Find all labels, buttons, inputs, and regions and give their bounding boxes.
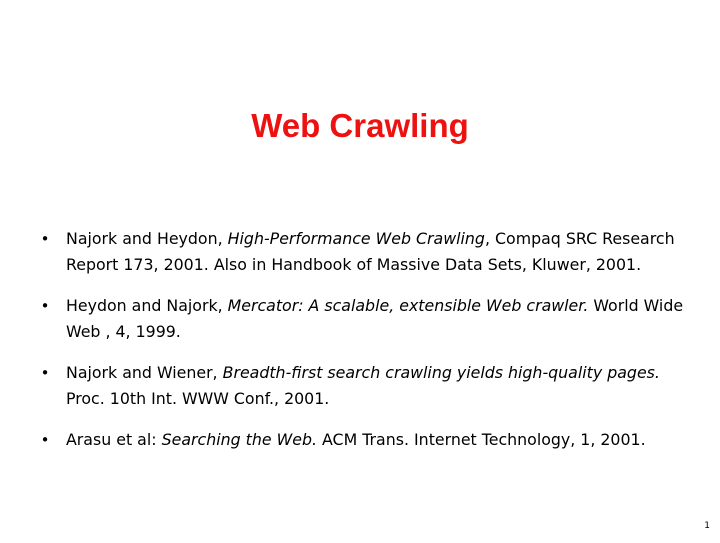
- reference-title: Breadth-first search crawling yields high-quality pages.: [222, 363, 660, 382]
- reference-item: [38, 226, 688, 278]
- reference-item: [38, 293, 688, 345]
- bullet-icon: •: [40, 364, 50, 382]
- reference-item: [38, 427, 688, 453]
- reference-list: [38, 226, 688, 468]
- reference-details: ACM Trans. Internet Technology, 1, 2001.: [317, 430, 646, 449]
- slide-title: Web Crawling: [251, 107, 469, 144]
- reference-authors: Najork and Heydon,: [66, 229, 228, 248]
- reference-details: World Wide Web , 4, 1999.: [66, 296, 684, 341]
- reference-item: [38, 360, 688, 412]
- bullet-icon: •: [40, 297, 50, 315]
- reference-title: High-Performance Web Crawling: [227, 229, 485, 248]
- reference-authors: Arasu et al:: [66, 430, 162, 449]
- reference-authors: Heydon and Najork,: [66, 296, 228, 315]
- reference-authors: Najork and Wiener,: [66, 363, 223, 382]
- reference-title: Mercator: A scalable, extensible Web crawler.: [227, 296, 589, 315]
- page-number: 1: [704, 521, 710, 531]
- reference-details: , Compaq SRC Research Report 173, 2001. Also in Handbook of Massive Data Sets, Kluwer, 2001.: [66, 229, 675, 274]
- bullet-icon: •: [40, 230, 50, 248]
- reference-details: Proc. 10th Int. WWW Conf., 2001.: [66, 389, 330, 408]
- reference-title: Searching the Web.: [161, 430, 317, 449]
- bullet-icon: •: [40, 431, 50, 449]
